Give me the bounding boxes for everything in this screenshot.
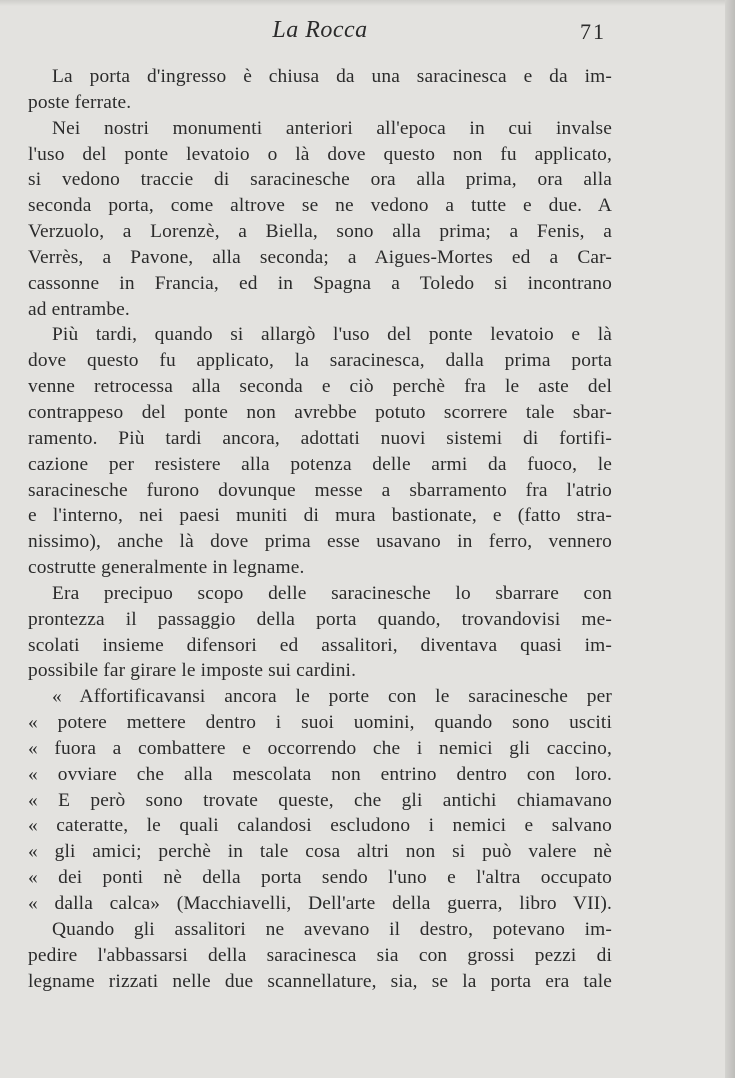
- running-head: [0, 17, 735, 47]
- text-line: « dalla calca» (Macchiavelli, Dell'arte della guerra, libro VII).: [28, 893, 612, 914]
- text-line: venne retrocessa alla seconda e ciò perchè fra le aste del: [28, 376, 612, 398]
- text-line: « gli amici; perchè in tale cosa altri non si può valere nè: [28, 841, 612, 863]
- text-line: cazione per resistere alla potenza delle armi da fuoco, le: [28, 453, 612, 475]
- text-line: contrappeso del ponte non avrebbe potuto scorrere tale sbar-: [28, 401, 612, 423]
- text-line: « E però sono trovate queste, che gli antichi chiamavano: [28, 789, 612, 811]
- text-line: ramento. Più tardi ancora, adottati nuovi sistemi di fortifi-: [28, 427, 612, 449]
- text-line: possibile far girare le imposte sui cardini.: [28, 660, 357, 682]
- running-title: La Rocca: [272, 17, 368, 43]
- text-line: « Affortificavansi ancora le porte con le saracinesche per: [52, 686, 612, 708]
- text-line: « ovviare che alla mescolata non entrino dentro con loro.: [28, 763, 612, 785]
- text-line: legname rizzati nelle due scannellature, sia, se la porta era tale: [28, 970, 612, 992]
- text-line: l'uso del ponte levatoio o là dove questo non fu applicato,: [28, 143, 612, 165]
- text-line: Nei nostri monumenti anteriori all'epoca in cui invalse: [52, 117, 612, 139]
- text-line: Quando gli assalitori ne avevano il destro, potevano im-: [52, 918, 612, 940]
- page-number: 71: [580, 19, 606, 44]
- text-line: ad entrambe.: [28, 298, 130, 320]
- text-line: costrutte generalmente in legname.: [28, 557, 305, 579]
- text-line: Era precipuo scopo delle saracinesche lo sbarrare con: [52, 582, 612, 604]
- text-line: « fuora a combattere e occorrendo che i nemici gli caccino,: [28, 737, 612, 759]
- text-line: pedire l'abbassarsi della saracinesca sia con grossi pezzi di: [28, 944, 612, 966]
- text-line: « dei ponti nè della porta sendo l'uno e l'altra occupato: [28, 867, 612, 889]
- text-line: La porta d'ingresso è chiusa da una saracinesca e da im-: [52, 66, 612, 87]
- text-line: scolati insieme difensori ed assalitori, diventava quasi im-: [28, 634, 612, 656]
- page-right-edge: [725, 0, 735, 1078]
- text-line: Più tardi, quando si allargò l'uso del ponte levatoio e là: [52, 324, 612, 346]
- page-top-edge: [0, 0, 735, 6]
- body-text: [28, 64, 612, 994]
- text-line: nissimo), anche là dove prima esse usavano in ferro, vennero: [28, 531, 612, 553]
- text-line: seconda porta, come altrove se ne vedono a tutte e due. A: [28, 195, 612, 217]
- text-line: saracinesche furono dovunque messe a sbarramento fra l'atrio: [28, 479, 612, 501]
- text-line: poste ferrate.: [28, 91, 132, 113]
- text-line: e l'interno, nei paesi muniti di mura bastionate, e (fatto stra-: [28, 505, 612, 527]
- text-line: dove questo fu applicato, la saracinesca, dalla prima porta: [28, 350, 612, 372]
- text-line: « cateratte, le quali calandosi escludono i nemici e salvano: [28, 815, 612, 837]
- text-line: prontezza il passaggio della porta quando, trovandovisi me-: [28, 608, 612, 630]
- text-line: si vedono traccie di saracinesche ora alla prima, ora alla: [28, 169, 612, 191]
- text-line: Verzuolo, a Lorenzè, a Biella, sono alla prima; a Fenis, a: [28, 221, 612, 243]
- text-line: cassonne in Francia, ed in Spagna a Toledo si incontrano: [28, 272, 612, 294]
- text-line: « potere mettere dentro i suoi uomini, quando sono usciti: [28, 712, 612, 734]
- text-line: Verrès, a Pavone, alla seconda; a Aigues-Mortes ed a Car-: [28, 246, 612, 268]
